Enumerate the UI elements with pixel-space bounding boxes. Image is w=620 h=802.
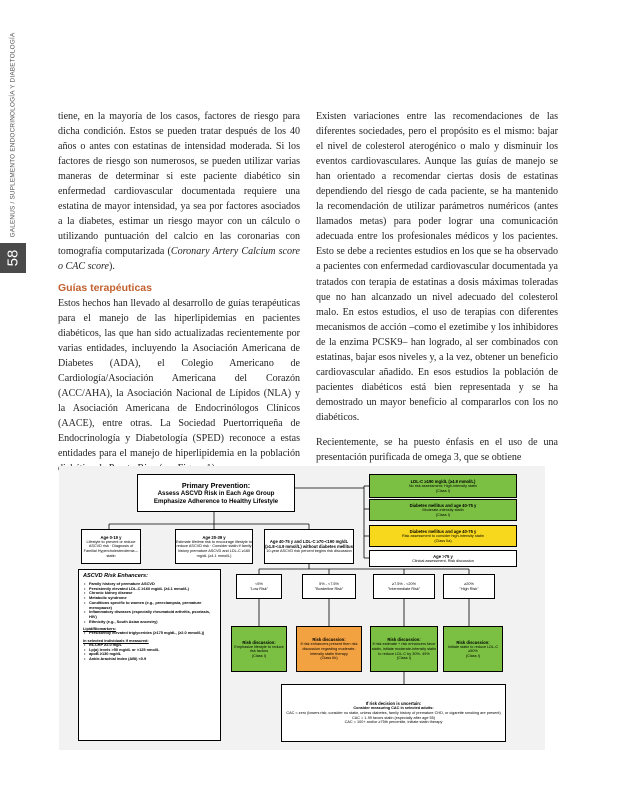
list-item: • Metabolic syndrome — [83, 596, 216, 601]
risk-discussion-low-box: Risk discussion: Emphasize lifestyle to reduce risk factors (Class I) — [231, 626, 287, 672]
list-item: • Lp(a) levels >50 mg/dL or >125 nmol/L — [83, 648, 216, 653]
left-paragraph-1: tiene, en la mayoría de los casos, factores de riesgo para dicha condición. Estos se pueden tratar después de los 40 años o antes con estatinas de intensidad moderada. Si los factores de riesgo son numerosos, se pueden utilizar varias maneras de determinar si este paciente diabético sin enfermedad cardiovascular documentada requiere una estatina de mayor intensidad, ya sea por factores asociados a la diabetes, estimar un riesgo mayor con un cálculo o utilizando puntuación del calcio en las coronarias con tomografía computarizada (Coronary Artery Calcium score o CAC score). — [58, 111, 300, 273]
age-0-19-box: Age 0-19 y Lifestyle to prevent or reduce ASCVD risk · Diagnosis of Familial Hypercholesterolemia→ statin — [81, 529, 141, 564]
list-item: • Persistently elevated LDL-C ≥160 mg/dL (≥4.1 mmol/L) — [83, 587, 216, 592]
list-item: • Chronic kidney disease — [83, 591, 216, 596]
ldl-190-box: LDL-C ≥190 mg/dL (≥4.9 mmol/L) No risk assessment; High-intensity statin (Class I) — [369, 474, 517, 498]
right-column — [316, 109, 558, 465]
left-column — [58, 109, 300, 476]
age-40-75-box: Age 40-75 y and LDL-C ≥70-<190 mg/dL (≥1.8-<4.9 mmol/L) without diabetes mellitus 10-year ASCVD risk percent begins risk discussion — [264, 529, 354, 564]
left-paragraph-2: Estos hechos han llevado al desarrollo de guías terapéuticas para el manejo de las hiperlipidemias en pacientes diabéticos, las que han sido actualizadas recientemente por varias entidades, incluyendo la Asociación Americana de Diabetes (ADA), el Colegio Americano de Cardiología/Asociación Americana del Corazón (ACC/AHA), la Asociación Nacional de Lípidos (NLA) y la Asociación Americana de Endocrinólogos Clínicos (AACE), entre otras. La Sociedad Puertorriqueña de Endocrinología y Diabetología (SPED) reconoce a estas entidades para el manejo de hiperlipidemia en la población — [58, 297, 300, 459]
list-item: • Conditions specific to women (e.g., preeclampsia, premature menopause) — [83, 601, 216, 610]
risk-discussion-high-box: Risk discussion: Initiate statin to reduce LDL-C ≥50% (Class I) — [443, 626, 503, 672]
diabetes-high-intensity-box: Diabetes mellitus and age 40-75 y Risk assessment to consider high-intensity statin (Class IIa) — [369, 525, 517, 547]
age-over-75-box: Age >75 y Clinical assessment, Risk discussion — [369, 550, 517, 567]
high-risk-box: ≥20% "High Risk" — [443, 574, 495, 599]
risk-discussion-borderline-box: Risk discussion: If risk enhancers present then risk discussion regarding moderate-intensity statin therapy (Class IIb) — [296, 626, 362, 672]
list-item: • hs-CRP ≥2.0 mg/L — [83, 643, 216, 648]
cac-box: If risk decision is uncertain: Consider measuring CAC in selected adults: CAC = zero (lowers risk; consider no statin, unless diabetes, family history of premature CHD, or cigarette smoking are present) CAC = 1-99 favors statin (especially after age 55) CAC = 100+ and/or ≥75th percentile, initiate statin therapy — [281, 684, 506, 742]
running-head: GALENUS / SUPLEMENTO ENDOCRINOLOGÍA Y DIABETOLOGÍA — [9, 32, 17, 238]
age-20-39-box: Age 20-39 y Estimate lifetime risk to encourage lifestyle to reduce ASCVD risk · Consider statin if family history premature ASCVD and LDL-C ≥160 mg/dL (≥4.1 mmol/L) — [175, 529, 253, 564]
primary-prevention-box: Primary Prevention: Assess ASCVD Risk in Each Age Group Emphasize Adherence to Healthy Lifestyle — [137, 474, 295, 512]
intermediate-risk-box: ≥7.5% - <20% "Intermediate Risk" — [373, 574, 435, 599]
low-risk-box: <5% "Low Risk" — [236, 574, 282, 599]
list-item: • Inflammatory diseases (especially rheumatoid arthritis, psoriasis, HIV) — [83, 610, 216, 619]
selected-individuals-title: In selected individuals if measured: — [83, 638, 149, 644]
section-heading: Guías terapéuticas — [58, 281, 152, 294]
risk-discussion-intermediate-box: Risk discussion: If risk estimate + risk enhancers favor statin, initiate moderate-intensity statin to reduce LDL-C by 30%- 49% (Class I) — [370, 626, 438, 672]
list-item: • Family history of premature ASCVD — [83, 582, 216, 587]
list-item: • Ankle-brachial index (ABI) <0.9 — [83, 657, 216, 662]
lipid-biomarkers-title: Lipid/Biomarkers: — [83, 626, 117, 632]
borderline-risk-box: 5% - <7.5% "Borderline Risk" — [302, 574, 356, 599]
page-number: 58 — [0, 243, 26, 273]
list-item: • Persistently elevated triglycerides (≥175 mg/dL, (≥2.0 mmol/L)) — [83, 631, 216, 636]
risk-enhancers-list — [83, 582, 216, 624]
side-band — [0, 0, 26, 300]
right-paragraph-1: Existen variaciones entre las recomendaciones de las diferentes sociedades, pero el propósito es el mismo: bajar el nivel de colesterol aterogénico o malo y disminuir los eventos cardiovasculares. Aunque las guías de manejo se han orientado a recomendar ciertas dosis de estatinas dependiendo del riesgo de cada paciente, se ha mantenido la recomendación de utilizar parámetros numéricos (antes llamados metas) para poder lograr una comunicación adecuada entre los profesionales médicos y los pacientes. Esto se debe a recientes estudios en los que se ha observado a pacientes con enfermedad cardiovascular documentada ya tratados con terapia de estatinas a dosis máximas toleradas que no han alcanzado un nivel adecuado del colesterol malo. En estos estudios, el uso de terapias con diferentes mecanismos de acción –como el ezetimibe y los inhibidores de la enzima PCSK9– han logrado, al ser combinados con estatinas, bajar esos niveles y, a la vez, obtener un beneficio cardiovascular añadido. En esos estudios la población de pacientes diabéticos está bien representada y se ha demostrado un mayor beneficio al compararlos con los no diabéticos. — [316, 111, 558, 423]
right-paragraph-2: Recientemente, se ha puesto énfasis en el uso de una presentación purificada de omega 3, que se obtiene — [316, 436, 558, 464]
risk-enhancers-title: ASCVD Risk Enhancers: — [83, 573, 148, 579]
figure-flowchart — [59, 466, 545, 750]
list-item: • Ethnicity (e.g., South Asian ancestry) — [83, 620, 216, 625]
list-item: • apoB ≥130 mg/dL — [83, 652, 216, 657]
diabetes-moderate-box: Diabetes mellitus and age 40-75 y Moderate-intensity statin (Class I) — [369, 499, 517, 521]
risk-enhancers-box — [78, 569, 221, 741]
